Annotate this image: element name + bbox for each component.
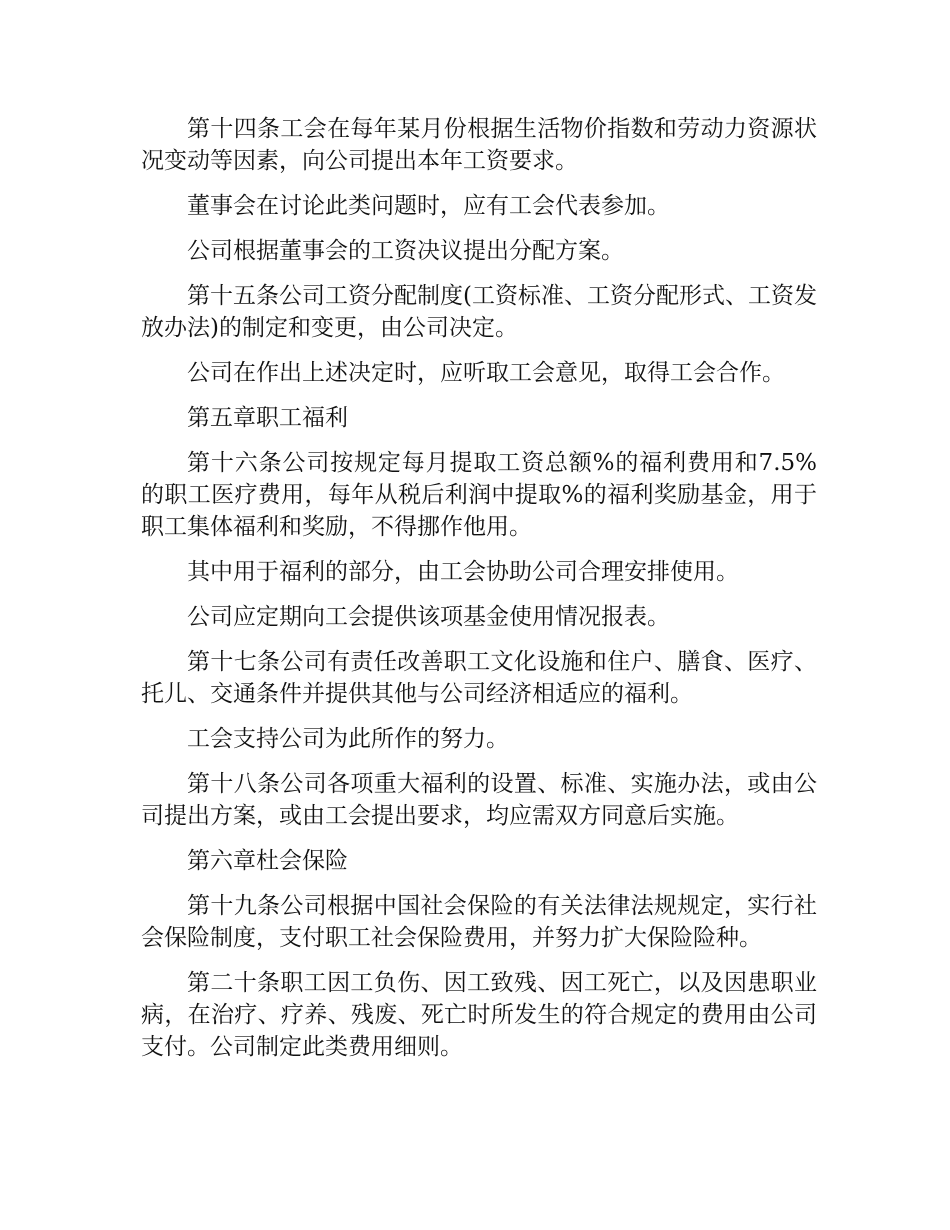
chapter-5-heading: 第五章职工福利 bbox=[187, 405, 348, 431]
union-support-paragraph: 工会支持公司为此所作的努力。 bbox=[187, 726, 509, 752]
article-19-paragraph: 第十九条公司根据中国社会保险的有关法律法规规定，实行社会保险制度，支付职工社会保险费用，并努力扩大保险险种。 bbox=[141, 893, 817, 951]
article-16-paragraph: 第十六条公司按规定每月提取工资总额%的福利费用和7.5%的职工医疗费用，每年从税后利润中提取%的福利奖励基金，用于职工集体福利和奖励，不得挪作他用。 bbox=[141, 450, 817, 540]
article-17-paragraph: 第十七条公司有责任改善职工文化设施和住户、膳食、医疗、托儿、交通条件并提供其他与公司经济相适应的福利。 bbox=[141, 649, 817, 707]
article-18-paragraph: 第十八条公司各项重大福利的设置、标准、实施办法，或由公司提出方案，或由工会提出要求，均应需双方同意后实施。 bbox=[141, 771, 817, 829]
article-20-paragraph: 第二十条职工因工负伤、因工致残、因工死亡，以及因患职业病，在治疗、疗养、残废、死亡时所发生的符合规定的费用由公司支付。公司制定此类费用细则。 bbox=[141, 970, 817, 1060]
fund-report-paragraph: 公司应定期向工会提供该项基金使用情况报表。 bbox=[187, 604, 670, 630]
board-meeting-paragraph: 董事会在讨论此类问题时，应有工会代表参加。 bbox=[187, 193, 670, 219]
welfare-usage-paragraph: 其中用于福利的部分，由工会协助公司合理安排使用。 bbox=[187, 559, 739, 585]
chapter-6-heading: 第六章杜会保险 bbox=[187, 848, 348, 874]
article-14-paragraph: 第十四条工会在每年某月份根据生活物价指数和劳动力资源状况变动等因素，向公司提出本年工资要求。 bbox=[141, 116, 817, 174]
union-opinion-paragraph: 公司在作出上述决定时，应听取工会意见，取得工会合作。 bbox=[187, 360, 785, 386]
document-body bbox=[141, 113, 817, 1076]
article-15-paragraph: 第十五条公司工资分配制度(工资标准、工资分配形式、工资发放办法)的制定和变更，由公司决定。 bbox=[141, 283, 817, 341]
distribution-plan-paragraph: 公司根据董事会的工资决议提出分配方案。 bbox=[187, 238, 624, 264]
